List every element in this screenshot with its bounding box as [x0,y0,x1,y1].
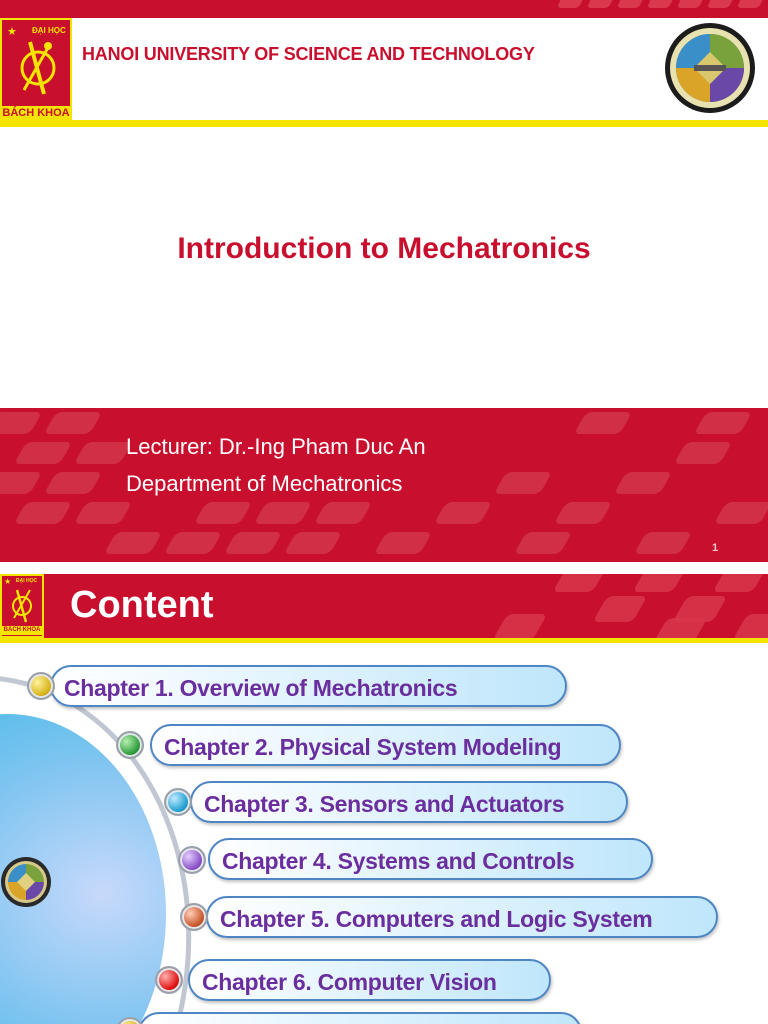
chapter-bullet-icon [116,731,144,759]
compass-icon [2,584,42,624]
star-icon: ★ [4,577,12,586]
logo-bottom-text: BÁCH KHOA [2,107,70,119]
chapter-bullet-icon [155,966,183,994]
slide-title: Introduction to Mechatronics [177,232,591,265]
hust-logo-small [0,574,44,638]
gold-divider [0,120,768,127]
chapter-item-6[interactable] [188,959,551,1001]
department-text: Department of Mechatronics [126,471,403,496]
mechatronics-emblem-icon [664,22,756,114]
logo-top-text: ĐẠI HỌC [32,26,66,35]
chapter-label: Chapter 5. Computers and Logic System [220,906,653,932]
chapter-label: Chapter 1. Overview of Mechatronics [64,675,458,701]
star-icon: ★ [7,25,17,38]
content-header [0,574,768,638]
logo-top-text: ĐẠI HỌC [16,578,38,584]
chapter-label: Chapter 4. Systems and Controls [222,848,575,874]
chapter-bullet-icon [27,672,55,700]
chapter-label: Chapter 6. Computer Vision [202,969,497,995]
mechatronics-emblem-icon [0,856,52,908]
chapter-item-4[interactable] [208,838,653,880]
compass-icon [2,34,70,104]
chapter-item-2[interactable] [150,724,621,766]
chapter-item-3[interactable] [190,781,628,823]
logo-bottom-text: BÁCH KHOA [3,627,41,633]
chapter-label: Chapter 2. Physical System Modeling [164,734,562,760]
content-title: Content [70,584,214,626]
top-pattern-bar [0,0,768,18]
content-slide [0,574,768,1024]
chapter-item-5[interactable] [206,896,718,938]
gold-divider [0,638,768,643]
chapter-item-1[interactable] [50,665,567,707]
chapter-label: Chapter 3. Sensors and Actuators [204,791,565,817]
hust-logo [0,18,72,122]
chapter-bullet-icon [180,903,208,931]
chapter-bullet-icon [164,788,192,816]
page-number: 1 [712,542,719,554]
lecturer-text: Lecturer: Dr.-Ing Pham Duc An [126,434,426,459]
university-name: HANOI UNIVERSITY OF SCIENCE AND TECHNOLOGY [82,44,535,64]
chapter-bullet-icon [178,846,206,874]
chapter-item-7-partial[interactable] [138,1012,582,1024]
lecturer-band [0,408,768,562]
